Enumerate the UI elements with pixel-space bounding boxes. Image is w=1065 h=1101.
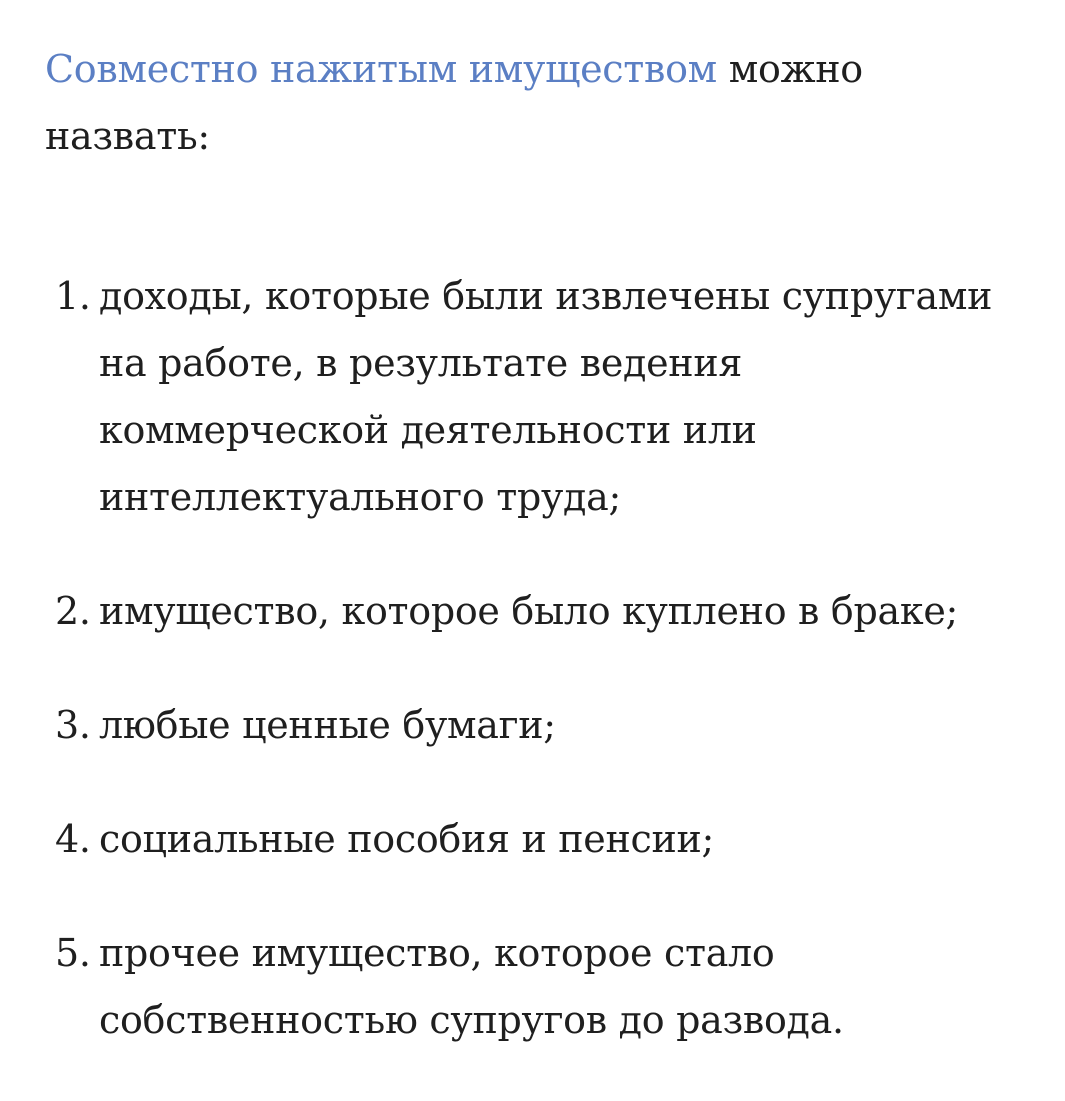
article-body <box>45 36 1035 1101</box>
list-item <box>45 263 1035 531</box>
list-item-number: 3. <box>55 703 91 747</box>
property-list <box>45 263 1035 1054</box>
intro-paragraph <box>45 36 1035 170</box>
list-item-number: 2. <box>55 589 91 633</box>
list-item-text: любые ценные бумаги; <box>99 703 556 747</box>
list-item-text: социальные пособия и пенсии; <box>99 817 715 861</box>
list-item <box>45 806 1035 873</box>
list-item-number: 5. <box>55 931 91 975</box>
joint-property-link[interactable]: Совместно нажитым имуществом <box>45 47 717 91</box>
list-item-text: имущество, которое было куплено в браке; <box>99 589 959 633</box>
list-item-text: доходы, которые были извлечены супругами на работе, в результате ведения коммерческой деятельности или интеллектуального труда; <box>99 274 993 519</box>
list-item-number: 1. <box>55 274 91 318</box>
list-item-text: прочее имущество, которое стало собственностью супругов до развода. <box>99 931 844 1042</box>
list-item <box>45 692 1035 759</box>
list-item <box>45 578 1035 645</box>
intro-text: можно назвать: <box>45 47 863 158</box>
list-item-number: 4. <box>55 817 91 861</box>
list-item <box>45 920 1035 1054</box>
